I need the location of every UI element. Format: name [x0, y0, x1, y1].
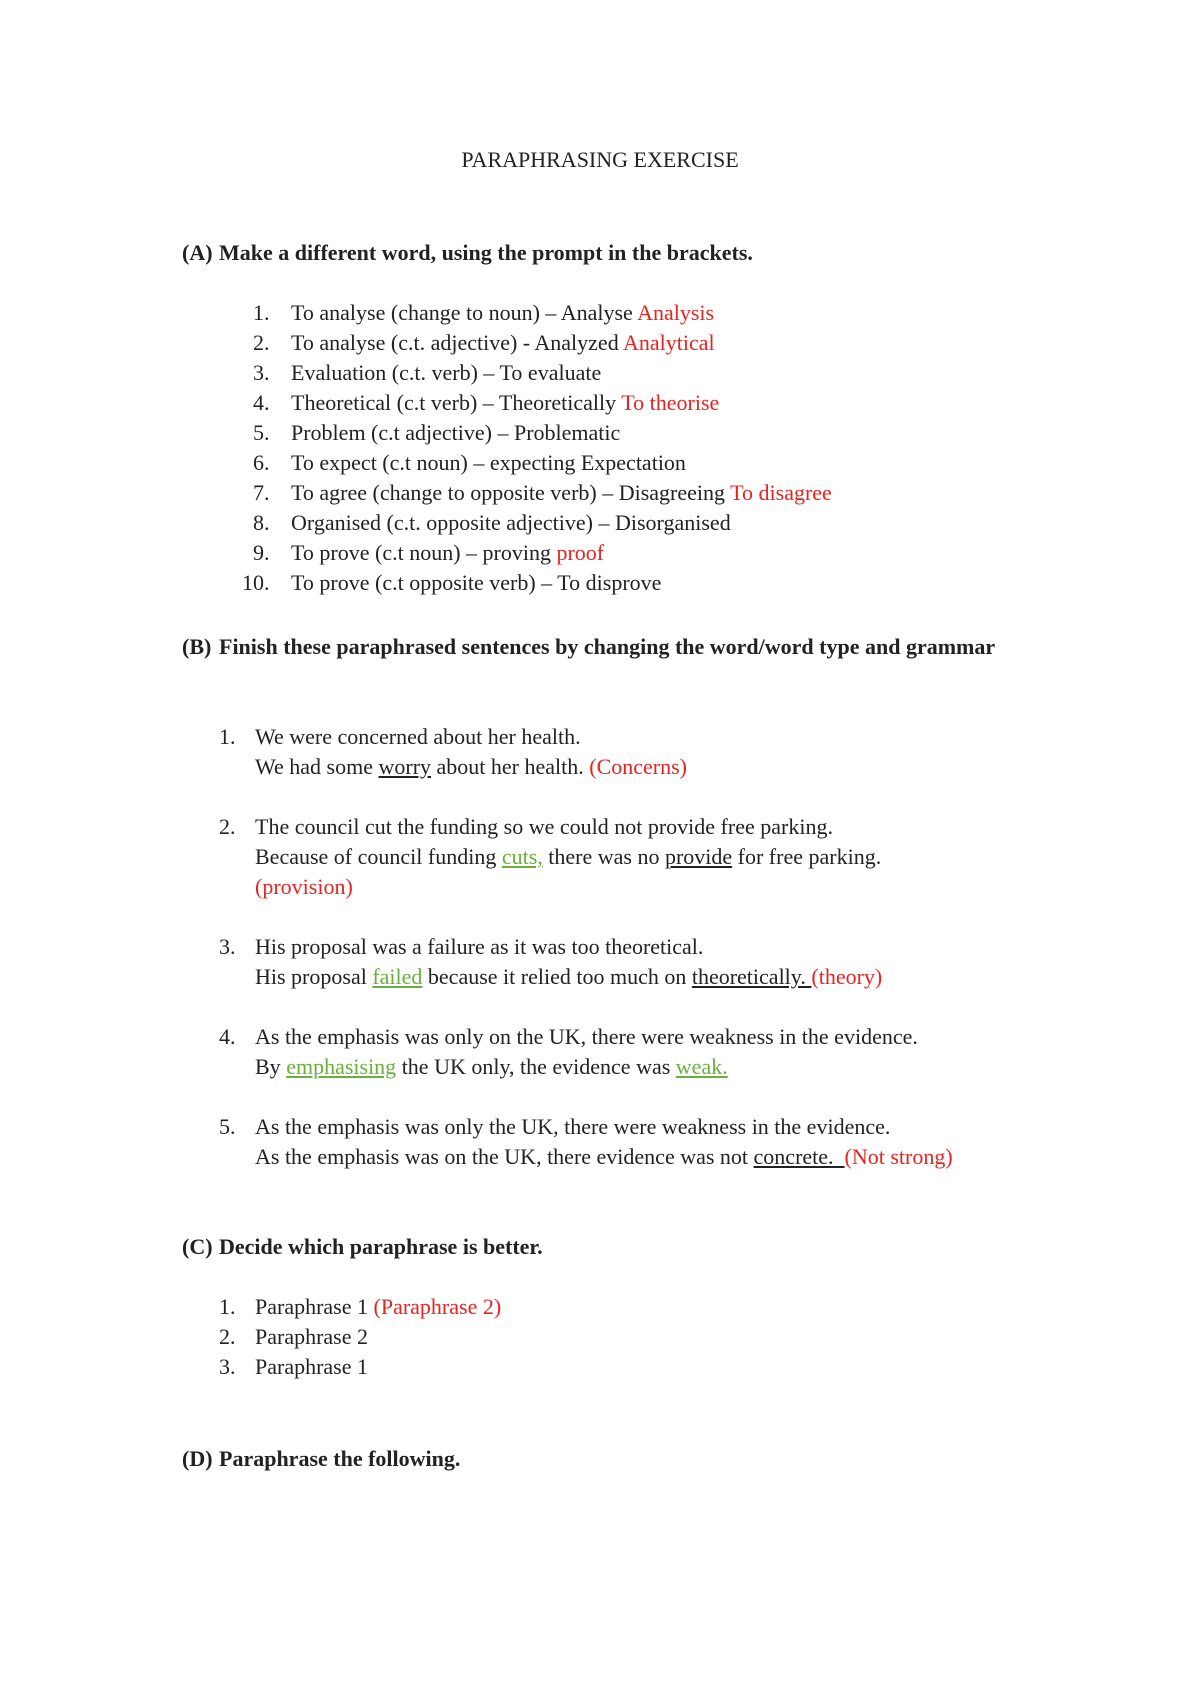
page-title: PARAPHRASING EXERCISE	[461, 147, 739, 172]
original-sentence: The council cut the funding so we could not provide free parking.	[255, 814, 833, 839]
item-answer: Analytical	[623, 330, 715, 355]
item-answer: (theory)	[811, 964, 883, 989]
underlined-word: concrete.	[753, 1144, 845, 1169]
sentence-text: His proposal	[255, 964, 373, 989]
item-number: 3.	[253, 360, 270, 385]
item-text: To analyse (c.t. adjective) - Analyzed	[291, 330, 623, 355]
item-text: Paraphrase 2	[255, 1324, 369, 1349]
paraphrased-sentence	[255, 842, 1055, 872]
green-answer: failed	[372, 964, 423, 989]
item-text: Paraphrase 1	[255, 1294, 374, 1319]
item-number: 9.	[253, 540, 270, 565]
sentence-text: about her health.	[431, 754, 590, 779]
section-a-heading	[182, 238, 1032, 268]
item-number: 6.	[253, 450, 270, 475]
item-text: To agree (change to opposite verb) – Disagreeing	[291, 480, 731, 505]
sentence-text: We had some	[255, 754, 379, 779]
sentence-text: the UK only, the evidence was	[396, 1054, 676, 1079]
item-number: 1.	[253, 300, 270, 325]
item-text: Problem (c.t adjective) – Problematic	[291, 420, 621, 445]
item-text: Paraphrase 1	[255, 1354, 369, 1379]
item-answer: (Not strong)	[844, 1144, 953, 1169]
item-text: To expect (c.t noun) – expecting Expectation	[291, 450, 686, 475]
sentence-text: By	[255, 1054, 287, 1079]
section-heading-text: Finish these paraphrased sentences by changing the word/word type and grammar	[219, 634, 996, 659]
section-heading-text: Make a different word, using the prompt in the brackets.	[219, 240, 753, 265]
section-heading-text: Paraphrase the following.	[219, 1446, 461, 1471]
item-number: 3.	[219, 934, 236, 959]
original-sentence: His proposal was a failure as it was too theoretical.	[255, 934, 704, 959]
section-letter: (B)	[182, 634, 212, 659]
item-number: 1.	[219, 724, 236, 749]
green-answer: weak.	[675, 1054, 728, 1079]
sentence-text: Because of council funding	[255, 844, 502, 869]
sentence-text: As the emphasis was on the UK, there evidence was not	[255, 1144, 754, 1169]
section-letter: (A)	[182, 240, 213, 265]
original-sentence: As the emphasis was only on the UK, there were weakness in the evidence.	[255, 1024, 918, 1049]
item-number: 2.	[219, 814, 236, 839]
sentence-text: because it relied too much on	[422, 964, 692, 989]
item-number: 5.	[253, 420, 270, 445]
item-answer: (Paraphrase 2)	[373, 1294, 502, 1319]
item-text: Organised (c.t. opposite adjective) – Disorganised	[291, 510, 731, 535]
item-answer: To theorise	[621, 390, 720, 415]
original-sentence: We were concerned about her health.	[255, 724, 581, 749]
item-number: 2.	[219, 1324, 236, 1349]
item-text: To prove (c.t opposite verb) – To disprove	[291, 570, 662, 595]
item-answer: To disagree	[730, 480, 832, 505]
underlined-word: theoretically.	[691, 964, 812, 989]
item-number: 10.	[242, 570, 270, 595]
sentence-text: for free parking.	[732, 844, 882, 869]
item-text: Evaluation (c.t. verb) – To evaluate	[291, 360, 602, 385]
item-answer: (Concerns)	[589, 754, 688, 779]
section-letter: (C)	[182, 1234, 213, 1259]
paraphrased-sentence	[255, 962, 1055, 992]
paraphrased-sentence	[255, 752, 1055, 782]
item-number: 4.	[219, 1024, 236, 1049]
item-text: Theoretical (c.t verb) – Theoretically	[291, 390, 622, 415]
section-heading-text: Decide which paraphrase is better.	[219, 1234, 543, 1259]
underlined-word: provide	[664, 844, 733, 869]
section-d-heading	[182, 1444, 1032, 1474]
sentence-text: there was no	[542, 844, 665, 869]
item-number: 7.	[253, 480, 270, 505]
item-number: 3.	[219, 1354, 236, 1379]
item-answer: (provision)	[255, 874, 353, 899]
item-text: To prove (c.t noun) – proving	[291, 540, 557, 565]
item-text: To analyse (change to noun) – Analyse	[291, 300, 638, 325]
item-number: 8.	[253, 510, 270, 535]
section-c-heading	[182, 1232, 1032, 1262]
section-letter: (D)	[182, 1446, 213, 1471]
item-number: 2.	[253, 330, 270, 355]
item-number: 5.	[219, 1114, 236, 1139]
section-b-heading	[182, 632, 1032, 662]
paraphrased-sentence	[255, 1052, 1055, 1082]
original-sentence: As the emphasis was only the UK, there were weakness in the evidence.	[255, 1114, 891, 1139]
item-number: 4.	[253, 390, 270, 415]
underlined-word: worry	[378, 754, 432, 779]
green-answer: emphasising	[286, 1054, 397, 1079]
item-answer: Analysis	[637, 300, 715, 325]
green-answer: cuts,	[501, 844, 543, 869]
item-number: 1.	[219, 1294, 236, 1319]
item-answer: proof	[556, 540, 605, 565]
paraphrased-sentence	[255, 1142, 1055, 1172]
